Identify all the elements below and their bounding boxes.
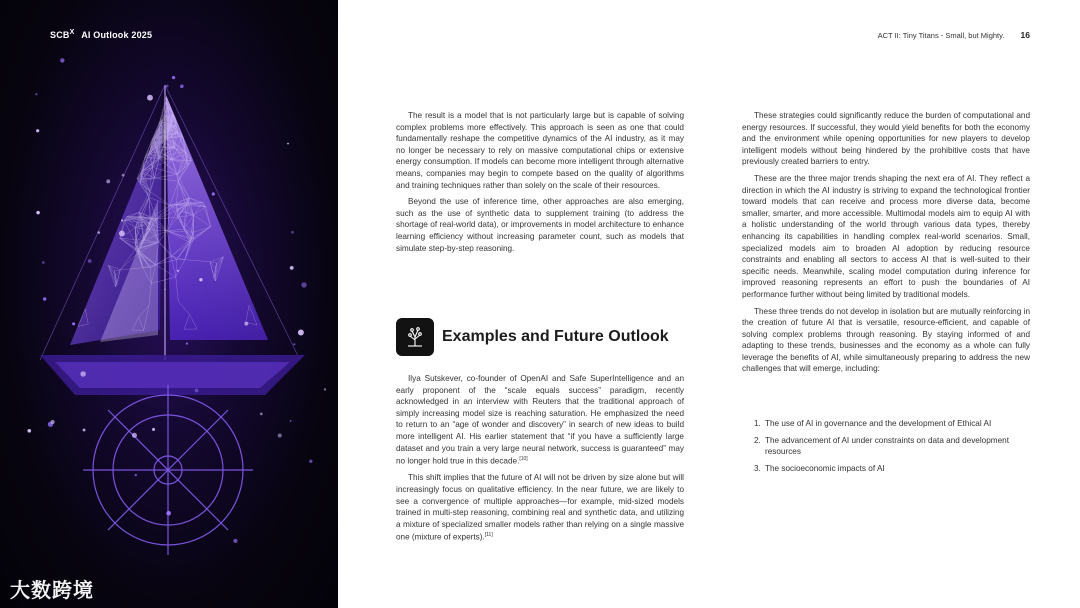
- section-heading: [396, 318, 669, 356]
- challenges-list: [754, 418, 1030, 479]
- text-column-2: [742, 110, 1030, 380]
- paragraph: Beyond the use of inference time, other approaches are also emerging, such as the use of synthetic data to supplement training (to address the shortage of real-world data), or improvements in model architecture to enhance learning efficiency without increasing parameter count, such as models that simulate step-by-step reasoning.: [396, 197, 684, 253]
- running-header: [878, 30, 1030, 40]
- list-number: 1.: [754, 419, 761, 428]
- paragraph: These strategies could significantly reduce the burden of computational and energy resources. If successful, they would yield benefits for both the economy and the environment while opening opportunities for new players to develop intelligent models without being hindered by the prohibitive costs that have previously created barriers to entry.: [742, 111, 1030, 167]
- sailboat-network-icon: [0, 0, 338, 608]
- paragraph: [396, 472, 684, 543]
- chapter-title: ACT II: Tiny Titans - Small, but Mighty.: [877, 31, 1005, 40]
- text-column-3: [396, 373, 684, 549]
- paragraph-text: This shift implies that the future of AI will not be driven by size alone but will increasingly focus on qualitative efficiency. In the near future, we are likely to see a convergence of multiple approaches—for example, mid-sized models trained in multi-step reasoning, combining real and synthetic data, and utilizing a mixture of specialized smaller models rather than relying on a single massive one (mixture of experts).: [396, 473, 684, 543]
- brand-name: SCB: [50, 30, 70, 40]
- list-number: 2.: [754, 435, 761, 445]
- list-text: The socioeconomic impacts of AI: [765, 463, 885, 473]
- paragraph: These three trends do not develop in isolation but are mutually reinforcing in the creation of future AI that is versatile, resource-efficient, and capable of solving complex problems through reasoning. By staying informed of and adapting to these trends, businesses and the economy as a whole can fully leverage the benefits of AI, while simultaneously preparing to address the new challenges that will emerge, including:: [742, 306, 1030, 374]
- list-text: The use of AI in governance and the development of Ethical AI: [765, 419, 992, 428]
- paragraph: The result is a model that is not particularly large but is capable of solving complex problems more effectively. This approach is seen as one that could fundamentally reshape the competitive dynamics of the AI industry, as it may no longer be necessary to rely on massive computational chips or extensive energy consumption. If models can become more intelligent through alternative means, companies may begin to compete based on the quality of algorithms and training techniques rather than solely on the scale of their resources.: [396, 111, 684, 190]
- watermark-text: 大数跨境: [10, 580, 94, 602]
- paragraph: These are the three major trends shaping the next era of AI. They reflect a direction in which the AI industry is striving to expand the technological frontier toward models that can receive and process more diverse data, become smaller, smarter, and more accessible. Multimodal models aim to equip AI with a holistic understanding of the world through various data types, thereby enhancing its capabilities in handling complex real-world scenarios. Small, specialized models aim to broaden AI adoption by reducing resource constraints and enabling all sectors to access AI that is well-suited to their specific needs. Meanwhile, scaling model computation during inference for improved reasoning represents an effort to push the boundaries of AI performance further without being limited by traditional models.: [742, 173, 1030, 299]
- sparkle-tree-icon: [396, 318, 434, 356]
- list-item: [754, 435, 1030, 458]
- brand-mark: X: [69, 29, 75, 36]
- section-title: Examples and Future Outlook: [442, 328, 669, 345]
- text-column-1: [396, 110, 684, 259]
- paragraph: [396, 373, 684, 467]
- cover-illustration-panel: [0, 0, 338, 608]
- footnote-ref: [11]: [484, 532, 493, 539]
- list-item: [754, 418, 1030, 430]
- page-number: 16: [1020, 30, 1030, 40]
- list-item: [754, 463, 1030, 475]
- paragraph-text: Ilya Sutskever, co-founder of OpenAI and Safe SuperIntelligence and an early proponent of the “scale equals success” paradigm, recently acknowledged in an interview with Reuters that the traditional approach of simply increasing model size is reaching saturation. He emphasized the need to return to an “age of wonder and discovery” in search of new ideas to build more intelligent AI. His earlier statement that “if you have a sufficiently large dataset and you train a very large neural network, success is guaranteed” may no longer hold true in this decade.: [396, 374, 684, 466]
- list-text: The advancement of AI under constraints on data and development resources: [765, 435, 1009, 457]
- list-number: 3.: [754, 463, 761, 473]
- report-name: AI Outlook 2025: [81, 30, 153, 40]
- report-brand: [50, 29, 152, 40]
- watermark-logo: [10, 574, 94, 603]
- footnote-ref: [10]: [519, 456, 528, 463]
